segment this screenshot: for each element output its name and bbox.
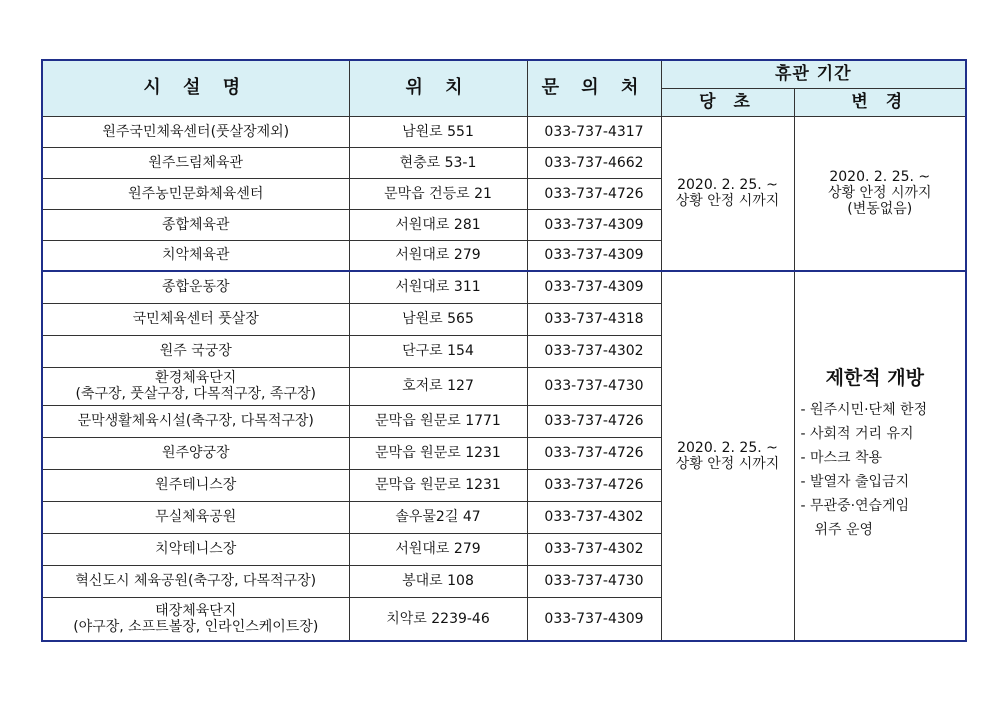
facility-location: 치악로 2239-46 (349, 597, 527, 641)
header-facility: 시 설 명 (42, 60, 349, 116)
facility-name (42, 597, 349, 641)
facility-phone: 033-737-4726 (527, 469, 661, 501)
restriction-item: 위주 운영 (814, 522, 874, 538)
facility-phone: 033-737-4726 (527, 405, 661, 437)
facility-phone: 033-737-4309 (527, 271, 661, 303)
facility-location: 남원로 565 (349, 303, 527, 335)
header-original: 당 초 (661, 88, 794, 116)
facility-phone: 033-737-4309 (527, 240, 661, 271)
restriction-item: - 마스크 착용 (800, 450, 883, 466)
facility-name: 치악체육관 (42, 240, 349, 271)
facility-phone: 033-737-4302 (527, 335, 661, 367)
facility-name: 무실체육공원 (42, 501, 349, 533)
restriction-title: 제한적 개방 (825, 367, 924, 389)
table-row (42, 116, 966, 147)
facility-name: 원주 국궁장 (42, 335, 349, 367)
facility-location: 현충로 53-1 (349, 147, 527, 178)
facility-location: 솔우물2길 47 (349, 501, 527, 533)
group1-original-period (661, 116, 794, 271)
period-start: 2020. 2. 25. ~ (677, 177, 778, 194)
header-changed: 변 경 (794, 88, 966, 116)
group2-original-period (661, 271, 794, 641)
period-end: 상황 안정 시까지 (675, 456, 780, 472)
facility-phone: 033-737-4730 (527, 565, 661, 597)
facility-location: 문막읍 원문로 1231 (349, 437, 527, 469)
facility-location: 서원대로 281 (349, 209, 527, 240)
facility-name: 원주양궁장 (42, 437, 349, 469)
group1-changed-period (794, 116, 966, 271)
facility-name (42, 367, 349, 405)
facility-name: 국민체육센터 풋살장 (42, 303, 349, 335)
header-closure-period: 휴관 기간 (661, 60, 966, 88)
facility-phone: 033-737-4302 (527, 533, 661, 565)
facility-location: 문막읍 원문로 1231 (349, 469, 527, 501)
facility-location: 서원대로 311 (349, 271, 527, 303)
facility-phone: 033-737-4309 (527, 209, 661, 240)
facility-phone: 033-737-4317 (527, 116, 661, 147)
facility-name: 원주국민체육센터(풋살장제외) (42, 116, 349, 147)
facility-location: 문막읍 건등로 21 (349, 178, 527, 209)
facility-location: 문막읍 원문로 1771 (349, 405, 527, 437)
facility-name: 종합운동장 (42, 271, 349, 303)
facility-name-detail: (축구장, 풋살구장, 다목적구장, 족구장) (75, 386, 316, 402)
facility-name: 문막생활체육시설(축구장, 다목적구장) (42, 405, 349, 437)
facility-phone: 033-737-4302 (527, 501, 661, 533)
facility-name: 원주드림체육관 (42, 147, 349, 178)
facility-name: 종합체육관 (42, 209, 349, 240)
period-start: 2020. 2. 25. ~ (829, 169, 931, 186)
facility-phone: 033-737-4726 (527, 178, 661, 209)
period-end: 상황 안정 시까지 (827, 185, 932, 202)
header-location: 위 치 (349, 60, 527, 116)
facility-location: 봉대로 108 (349, 565, 527, 597)
header-contact: 문 의 처 (527, 60, 661, 116)
restriction-item: - 원주시민·단체 한정 (800, 402, 928, 418)
facility-name-main: 환경체육단지 (155, 370, 237, 386)
facility-location: 서원대로 279 (349, 533, 527, 565)
facility-name: 원주테니스장 (42, 469, 349, 501)
restriction-item: - 무관중·연습게임 (800, 498, 910, 514)
group2-changed-restrictions (794, 271, 966, 641)
facility-location: 남원로 551 (349, 116, 527, 147)
facility-closure-table (41, 59, 967, 642)
facility-location: 단구로 154 (349, 335, 527, 367)
facility-location: 서원대로 279 (349, 240, 527, 271)
facility-name-main: 태장체육단지 (155, 602, 237, 619)
period-end: 상황 안정 시까지 (675, 193, 780, 210)
facility-name: 치악테니스장 (42, 533, 349, 565)
facility-phone: 033-737-4726 (527, 437, 661, 469)
facility-phone: 033-737-4318 (527, 303, 661, 335)
period-start: 2020. 2. 25. ~ (677, 440, 778, 456)
facility-name: 혁신도시 체육공원(축구장, 다목적구장) (42, 565, 349, 597)
facility-name-detail: (야구장, 소프트볼장, 인라인스케이트장) (73, 618, 319, 635)
facility-phone: 033-737-4730 (527, 367, 661, 405)
facility-name: 원주농민문화체육센터 (42, 178, 349, 209)
period-note: (변동없음) (847, 201, 913, 218)
restriction-item: - 사회적 거리 유지 (800, 426, 914, 442)
table-row (42, 271, 966, 303)
restriction-item: - 발열자 출입금지 (800, 474, 910, 490)
facility-location: 호저로 127 (349, 367, 527, 405)
facility-phone: 033-737-4662 (527, 147, 661, 178)
facility-phone: 033-737-4309 (527, 597, 661, 641)
